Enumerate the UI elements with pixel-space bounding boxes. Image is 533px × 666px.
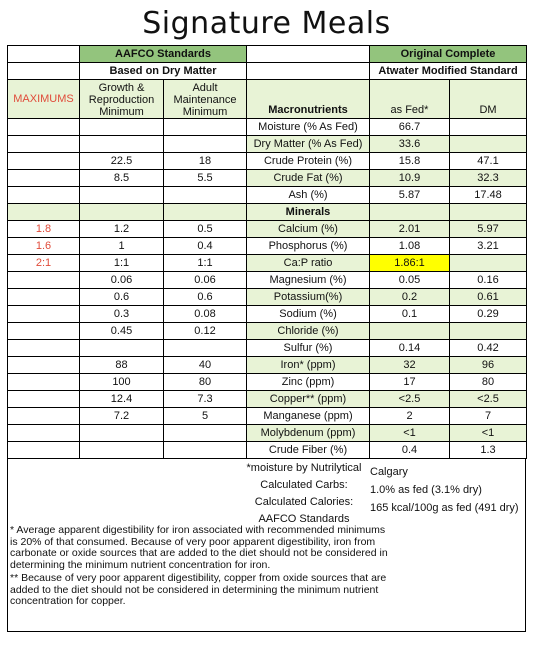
header-blank: [8, 204, 80, 221]
table-row: [8, 170, 527, 187]
header-blank: [247, 63, 370, 80]
growth-minimum-value: 8.5: [80, 170, 164, 187]
dm-value: 0.16: [450, 272, 527, 289]
dm-value: 5.97: [450, 221, 527, 238]
header-blank: [370, 204, 450, 221]
as-fed-value: 32: [370, 357, 450, 374]
page-title: Signature Meals: [142, 6, 391, 41]
table-row: [8, 357, 527, 374]
as-fed-value: 1.86:1: [370, 255, 450, 272]
minerals-header: Minerals: [247, 204, 370, 221]
dm-value: 1.3: [450, 442, 527, 459]
macronutrients-header: Macronutrients: [247, 80, 370, 119]
maximum-value: 1.8: [8, 221, 80, 238]
growth-minimum-value: 0.45: [80, 323, 164, 340]
nutrient-name: Moisture (% As Fed): [247, 119, 370, 136]
nutrient-name: Sodium (%): [247, 306, 370, 323]
maximum-value: [8, 323, 80, 340]
dm-value: <1: [450, 425, 527, 442]
adult-minimum-value: [164, 136, 247, 153]
maximum-value: [8, 289, 80, 306]
adult-minimum-value: 5: [164, 408, 247, 425]
dm-value: 7: [450, 408, 527, 425]
growth-minimum-value: 0.6: [80, 289, 164, 306]
nutrition-sheet: [7, 45, 526, 632]
nutrient-name: Calcium (%): [247, 221, 370, 238]
table-row: [8, 187, 527, 204]
dm-value: [450, 255, 527, 272]
maximum-value: [8, 391, 80, 408]
maximum-value: [8, 119, 80, 136]
table-row: [8, 340, 527, 357]
adult-header: Adult Maintenance Minimum: [164, 80, 247, 119]
nutrition-table: [7, 45, 527, 459]
maximum-value: [8, 272, 80, 289]
as-fed-value: 1.08: [370, 238, 450, 255]
aafco-standards-label: AAFCO Standards: [258, 513, 350, 525]
nutrient-name: Crude Fat (%): [247, 170, 370, 187]
adult-minimum-value: 0.5: [164, 221, 247, 238]
copper-footnote: ** Because of very poor apparent digestibility, copper from oxide sources that are added to the diet should not be considered in determining the minimum nutrient concentration for copper.: [10, 572, 387, 607]
dm-value: <2.5: [450, 391, 527, 408]
maximums-header: MAXIMUMS: [8, 80, 80, 119]
adult-minimum-value: 1:1: [164, 255, 247, 272]
dm-value: 0.29: [450, 306, 527, 323]
header-blank: [247, 46, 370, 63]
maximum-value: [8, 442, 80, 459]
adult-minimum-value: [164, 442, 247, 459]
nutrient-name: Ca:P ratio: [247, 255, 370, 272]
maximum-value: 1.6: [8, 238, 80, 255]
header-blank: [80, 204, 164, 221]
maximum-value: [8, 153, 80, 170]
nutrient-name: Dry Matter (% As Fed): [247, 136, 370, 153]
table-row: [8, 391, 527, 408]
growth-minimum-value: 22.5: [80, 153, 164, 170]
growth-minimum-value: 1: [80, 238, 164, 255]
table-row: [8, 272, 527, 289]
as-fed-value: <1: [370, 425, 450, 442]
as-fed-value: <2.5: [370, 391, 450, 408]
adult-minimum-value: 0.12: [164, 323, 247, 340]
lab-location: Calgary: [370, 466, 408, 478]
table-row: [8, 153, 527, 170]
dm-value: 3.21: [450, 238, 527, 255]
growth-minimum-value: [80, 340, 164, 357]
column-header-row: [8, 80, 527, 119]
adult-minimum-value: [164, 119, 247, 136]
maximum-value: [8, 170, 80, 187]
dm-value: [450, 119, 527, 136]
table-row: [8, 255, 527, 272]
minerals-header-row: [8, 204, 527, 221]
dm-value: 32.3: [450, 170, 527, 187]
growth-minimum-value: 100: [80, 374, 164, 391]
as-fed-value: 15.8: [370, 153, 450, 170]
original-header: Original Complete: [370, 46, 527, 63]
nutrient-name: Chloride (%): [247, 323, 370, 340]
header-blank: [8, 46, 80, 63]
adult-minimum-value: 18: [164, 153, 247, 170]
carbs-value: 1.0% as fed (3.1% dry): [370, 484, 482, 496]
growth-minimum-value: 88: [80, 357, 164, 374]
as-fed-value: 0.1: [370, 306, 450, 323]
nutrient-name: Molybdenum (ppm): [247, 425, 370, 442]
header-row-1: [8, 46, 527, 63]
adult-minimum-value: 0.08: [164, 306, 247, 323]
notes-section: [7, 459, 526, 632]
header-blank: [450, 204, 527, 221]
dm-header: DM: [450, 80, 527, 119]
dm-value: 80: [450, 374, 527, 391]
as-fed-value: 2: [370, 408, 450, 425]
nutrient-name: Iron* (ppm): [247, 357, 370, 374]
adult-minimum-value: [164, 425, 247, 442]
table-row: [8, 425, 527, 442]
adult-minimum-value: 40: [164, 357, 247, 374]
nutrient-name: Crude Fiber (%): [247, 442, 370, 459]
maximum-value: [8, 408, 80, 425]
table-row: [8, 136, 527, 153]
table-row: [8, 408, 527, 425]
adult-minimum-value: 80: [164, 374, 247, 391]
maximum-value: [8, 357, 80, 374]
maximum-value: [8, 187, 80, 204]
adult-minimum-value: [164, 340, 247, 357]
growth-minimum-value: 0.06: [80, 272, 164, 289]
as-fed-value: [370, 323, 450, 340]
atwater-header: Atwater Modified Standard: [370, 63, 527, 80]
as-fed-value: 0.4: [370, 442, 450, 459]
maximum-value: [8, 136, 80, 153]
as-fed-value: 10.9: [370, 170, 450, 187]
nutrient-name: Sulfur (%): [247, 340, 370, 357]
carbs-label: Calculated Carbs:: [260, 479, 348, 491]
growth-minimum-value: [80, 136, 164, 153]
header-row-2: [8, 63, 527, 80]
nutrient-name: Ash (%): [247, 187, 370, 204]
adult-minimum-value: [164, 187, 247, 204]
nutrient-name: Zinc (ppm): [247, 374, 370, 391]
adult-minimum-value: 0.4: [164, 238, 247, 255]
iron-footnote: * Average apparent digestibility for iron associated with recommended minimums is 20% of that consumed. Because of very poor apparent digestibility, iron from carbonate or oxide sources that are added to the diet should not be considered in determining the minimum nutrient concentration for iron.: [10, 524, 388, 571]
dm-value: 47.1: [450, 153, 527, 170]
nutrient-name: Magnesium (%): [247, 272, 370, 289]
mineral-rows: [8, 221, 527, 459]
notes-right: [370, 463, 525, 517]
growth-minimum-value: [80, 119, 164, 136]
dm-value: 17.48: [450, 187, 527, 204]
table-row: [8, 374, 527, 391]
notes-middle: [244, 460, 364, 528]
adult-minimum-value: 7.3: [164, 391, 247, 408]
maximum-value: [8, 425, 80, 442]
nutrient-name: Copper** (ppm): [247, 391, 370, 408]
growth-minimum-value: [80, 442, 164, 459]
calories-value: 165 kcal/100g as fed (491 dry): [370, 502, 519, 514]
adult-minimum-value: 5.5: [164, 170, 247, 187]
as-fed-value: 5.87: [370, 187, 450, 204]
table-row: [8, 119, 527, 136]
as-fed-value: 66.7: [370, 119, 450, 136]
maximum-value: [8, 340, 80, 357]
dm-value: 0.42: [450, 340, 527, 357]
moisture-note: *moisture by Nutrilytical: [246, 462, 362, 474]
as-fed-value: 0.14: [370, 340, 450, 357]
table-row: [8, 289, 527, 306]
table-row: [8, 306, 527, 323]
header-blank: [8, 63, 80, 80]
growth-minimum-value: [80, 187, 164, 204]
as-fed-value: 0.2: [370, 289, 450, 306]
growth-minimum-value: 1:1: [80, 255, 164, 272]
maximum-value: 2:1: [8, 255, 80, 272]
table-row: [8, 238, 527, 255]
nutrient-name: Manganese (ppm): [247, 408, 370, 425]
table-row: [8, 221, 527, 238]
maximum-value: [8, 306, 80, 323]
table-row: [8, 442, 527, 459]
as-fed-value: 17: [370, 374, 450, 391]
dm-value: [450, 136, 527, 153]
adult-minimum-value: 0.6: [164, 289, 247, 306]
dm-value: [450, 323, 527, 340]
nutrient-name: Crude Protein (%): [247, 153, 370, 170]
growth-header: Growth & Reproduction Minimum: [80, 80, 164, 119]
dm-value: 96: [450, 357, 527, 374]
table-row: [8, 323, 527, 340]
dry-matter-header: Based on Dry Matter: [80, 63, 247, 80]
as-fed-value: 2.01: [370, 221, 450, 238]
adult-minimum-value: 0.06: [164, 272, 247, 289]
aafco-header: AAFCO Standards: [80, 46, 247, 63]
footnotes: [10, 525, 390, 610]
header-blank: [164, 204, 247, 221]
maximum-value: [8, 374, 80, 391]
growth-minimum-value: 12.4: [80, 391, 164, 408]
as-fed-header: as Fed*: [370, 80, 450, 119]
nutrient-name: Potassium(%): [247, 289, 370, 306]
nutrient-name: Phosphorus (%): [247, 238, 370, 255]
growth-minimum-value: 1.2: [80, 221, 164, 238]
growth-minimum-value: [80, 425, 164, 442]
dm-value: 0.61: [450, 289, 527, 306]
as-fed-value: 33.6: [370, 136, 450, 153]
as-fed-value: 0.05: [370, 272, 450, 289]
macronutrient-rows: [8, 119, 527, 204]
growth-minimum-value: 0.3: [80, 306, 164, 323]
calories-label: Calculated Calories:: [254, 496, 354, 508]
growth-minimum-value: 7.2: [80, 408, 164, 425]
